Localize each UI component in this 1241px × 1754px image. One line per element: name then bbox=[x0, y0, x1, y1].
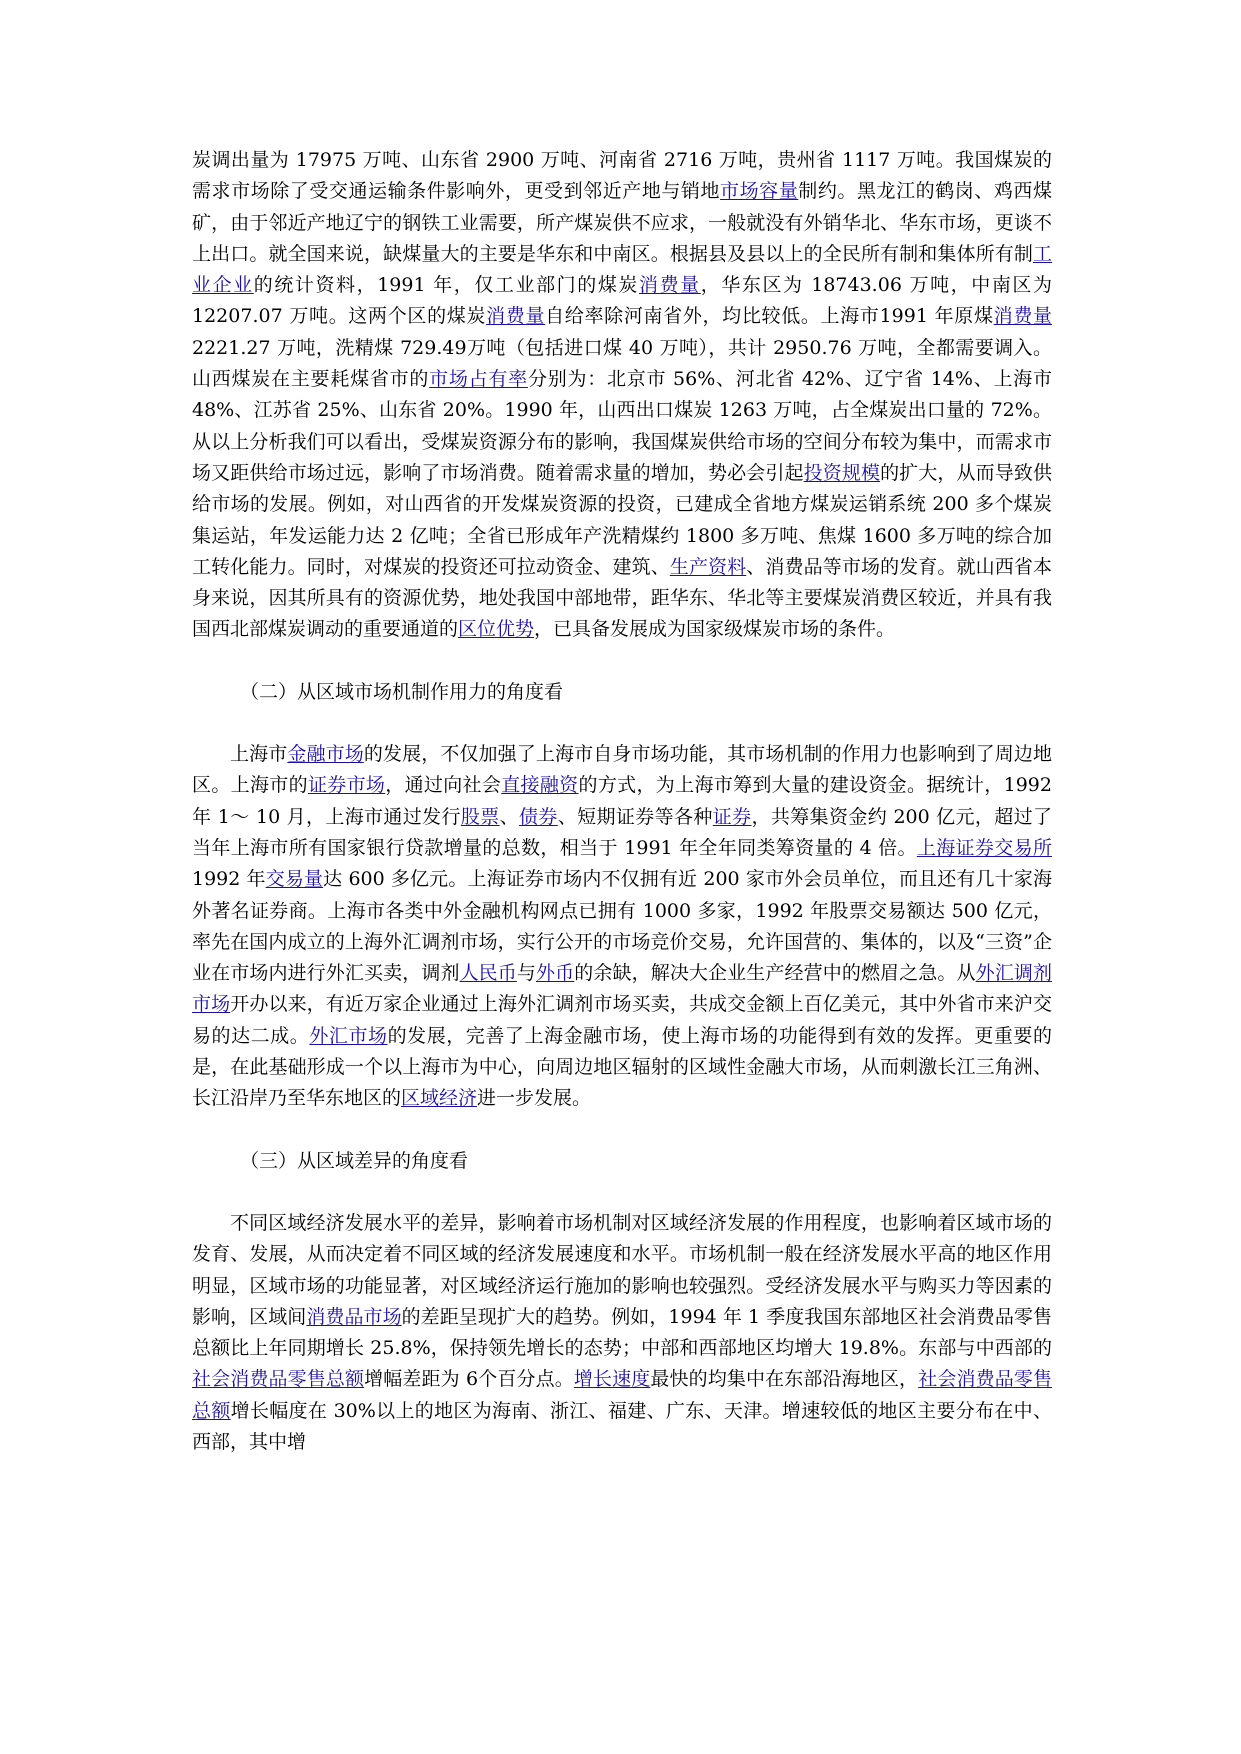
hyperlink[interactable]: 股票 bbox=[460, 805, 500, 828]
text-run: 开办以来，有近万家企业通过上海外汇调剂市场买卖，共成交金额上百亿美元，其中外省市来沪交易的达二成。 bbox=[192, 993, 1052, 1047]
hyperlink[interactable]: 证券市场 bbox=[307, 774, 386, 797]
text-run: 自给率除河南省外，均比较低。上海市1991 年原煤 bbox=[545, 305, 994, 328]
text-run: 、消费品等市场的发育。就山西省本身来说，因其所具有的资源优势，地处我国中部地带，距华东、华北等主要煤炭消费区较近，并具有我国西北部煤炭调动的重要通道的 bbox=[192, 555, 1052, 641]
text-run: 增长幅度在 30%以上的地区为海南、浙江、福建、广东、天津。增速较低的地区主要分布在中、西部，其中增 bbox=[192, 1399, 1052, 1453]
body-paragraph bbox=[192, 145, 1052, 646]
body-paragraph bbox=[192, 1208, 1052, 1458]
text-run: 增幅差距为 6个百分点。 bbox=[364, 1368, 574, 1391]
hyperlink[interactable]: 消费品市场 bbox=[306, 1305, 402, 1328]
hyperlink[interactable]: 消费量 bbox=[638, 274, 701, 297]
hyperlink[interactable]: 交易量 bbox=[265, 868, 324, 891]
hyperlink[interactable]: 生产资料 bbox=[669, 555, 747, 578]
text-run: 上海市 bbox=[230, 743, 288, 766]
hyperlink[interactable]: 投资规模 bbox=[803, 461, 881, 484]
hyperlink[interactable]: 证券 bbox=[712, 805, 752, 828]
hyperlink[interactable]: 区域经济 bbox=[401, 1087, 478, 1110]
text-run: ，华东区为 18743.06 万吨，中南区为 12207.07 万吨。这两个区的煤炭 bbox=[192, 274, 1052, 328]
text-run: 的方式，为上海市筹到大量的建设资金。据统计，1992 年 1～ 10 月，上海市通过发行 bbox=[192, 774, 1052, 828]
text-run: 的统计资料，1991 年，仅工业部门的煤炭 bbox=[253, 274, 639, 297]
section-heading bbox=[192, 677, 1052, 708]
hyperlink[interactable]: 社会消费品零售总额 bbox=[192, 1368, 1052, 1422]
hyperlink[interactable]: 市场占有率 bbox=[429, 368, 528, 391]
text-run: （二）从区域市场机制作用力的角度看 bbox=[240, 680, 564, 703]
hyperlink[interactable]: 区位优势 bbox=[458, 618, 535, 641]
text-run: 的差距呈现扩大的趋势。例如，1994 年 1 季度我国东部地区社会消费品零售总额比上年同期增长 25.8%，保持领先增长的态势；中部和西部地区均增大 19.8%。东部与中西部的 bbox=[192, 1305, 1052, 1360]
text-run: 最快的均集中在东部沿海地区， bbox=[650, 1368, 919, 1391]
text-run: 制约。黑龙江的鹤岗、鸡西煤矿，由于邻近产地辽宁的钢铁工业需要，所产煤炭供不应求，一般就没有外销华北、华东市场，更谈不上出口。就全国来说，缺煤量大的主要是华东和中南区。根据县及县以上的全民所有制和集体所有制 bbox=[192, 180, 1052, 265]
hyperlink[interactable]: 债券 bbox=[519, 805, 558, 828]
hyperlink[interactable]: 人民币 bbox=[459, 962, 517, 985]
paragraph-gap bbox=[192, 646, 1052, 677]
body-paragraph bbox=[192, 739, 1052, 1115]
text-run: 的余缺，解决大企业生产经营中的燃眉之急。从 bbox=[574, 962, 976, 985]
hyperlink[interactable]: 增长速度 bbox=[573, 1368, 651, 1391]
text-run: ，已具备发展成为国家级煤炭市场的条件。 bbox=[534, 618, 896, 641]
hyperlink[interactable]: 社会消费品零售总额 bbox=[192, 1368, 365, 1391]
text-run: 进一步发展。 bbox=[477, 1087, 592, 1110]
text-run: 、短期证券等各种 bbox=[557, 805, 713, 828]
hyperlink[interactable]: 外汇市场 bbox=[309, 1024, 388, 1047]
text-run: ，共筹集资金约 200 亿元，超过了当年上海市所有国家银行贷款增量的总数，相当于 1991 年全年同类筹资量的 4 倍。 bbox=[192, 805, 1052, 859]
document-page bbox=[192, 145, 1052, 1458]
text-run: （三）从区域差异的角度看 bbox=[240, 1149, 469, 1172]
hyperlink[interactable]: 外汇调剂市场 bbox=[192, 962, 1052, 1016]
text-run: 2221.27 万吨，洗精煤 729.49万吨（包括进口煤 40 万吨），共计 2950.76 万吨，全都需要调入。山西煤炭在主要耗煤省市的 bbox=[192, 336, 1052, 391]
hyperlink[interactable]: 工业企业 bbox=[192, 242, 1052, 297]
hyperlink[interactable]: 金融市场 bbox=[287, 743, 364, 766]
hyperlink[interactable]: 上海证券交易所 bbox=[916, 836, 1052, 859]
text-run: 与 bbox=[516, 962, 537, 985]
hyperlink[interactable]: 消费量 bbox=[486, 305, 546, 328]
hyperlink[interactable]: 市场容量 bbox=[720, 180, 799, 203]
text-run: 分别为：北京市 56%、河北省 42%、辽宁省 14%、上海市 48%、江苏省 25%、山东省 20%。1990 年，山西出口煤炭 1263 万吨，占全煤炭出口量的 72%。从以上分析我们可以看出，受煤炭资源分布的影响，我国煤炭供给市场的空间分布较为集中，而需求市场又距供给市场过远，影响了市场消费。随着需求量的增加，势必会引起 bbox=[192, 368, 1052, 484]
text-run: 炭调出量为 17975 万吨、山东省 2900 万吨、河南省 2716 万吨，贵州省 1117 万吨。我国煤炭的需求市场除了受交通运输条件影响外，更受到邻近产地与销地 bbox=[192, 149, 1052, 203]
text-run: 的扩大，从而导致供给市场的发展。例如，对山西省的开发煤炭资源的投资，已建成全省地方煤炭运销系统 200 多个煤炭集运站，年发运能力达 2 亿吨；全省已形成年产洗精煤约 1800 多万吨、焦煤 1600 多万吨的综合加工转化能力。同时，对煤炭的投资还可拉动资金、建筑、 bbox=[192, 461, 1052, 578]
text-run: 、 bbox=[499, 805, 520, 828]
section-heading bbox=[192, 1146, 1052, 1177]
text-run: 的发展，不仅加强了上海市自身市场功能，其市场机制的作用力也影响到了周边地区。上海市的 bbox=[192, 743, 1052, 797]
text-run: 达 600 多亿元。上海证券市场内不仅拥有近 200 家市外会员单位，而且还有几十家海外著名证券商。上海市各类中外金融机构网点已拥有 1000 多家，1992 年股票交易额达 500 亿元，率先在国内成立的上海外汇调剂市场，实行公开的市场竞价交易，允许国营的、集体的，以及“三资”企业在市场内进行外汇买卖，调剂 bbox=[192, 868, 1052, 985]
text-run: 不同区域经济发展水平的差异，影响着市场机制对区域经济发展的作用程度，也影响着区域市场的发育、发展，从而决定着不同区域的经济发展速度和水平。市场机制一般在经济发展水平高的地区作用明显，区域市场的功能显著，对区域经济运行施加的影响也较强烈。受经济发展水平与购买力等因素的影响，区域间 bbox=[192, 1211, 1052, 1328]
paragraph-gap bbox=[192, 1115, 1052, 1146]
hyperlink[interactable]: 外币 bbox=[536, 962, 575, 985]
hyperlink[interactable]: 直接融资 bbox=[501, 774, 579, 797]
paragraph-gap bbox=[192, 708, 1052, 739]
paragraph-gap bbox=[192, 1177, 1052, 1208]
text-run: 的发展，完善了上海金融市场，使上海市场的功能得到有效的发挥。更重要的是，在此基础形成一个以上海市为中心，向周边地区辐射的区域性金融大市场，从而刺激长江三角洲、长江沿岸乃至华东地区的 bbox=[192, 1024, 1052, 1110]
hyperlink[interactable]: 消费量 bbox=[993, 305, 1052, 328]
text-run: ，通过向社会 bbox=[385, 774, 502, 797]
text-run: 1992 年 bbox=[192, 868, 266, 891]
